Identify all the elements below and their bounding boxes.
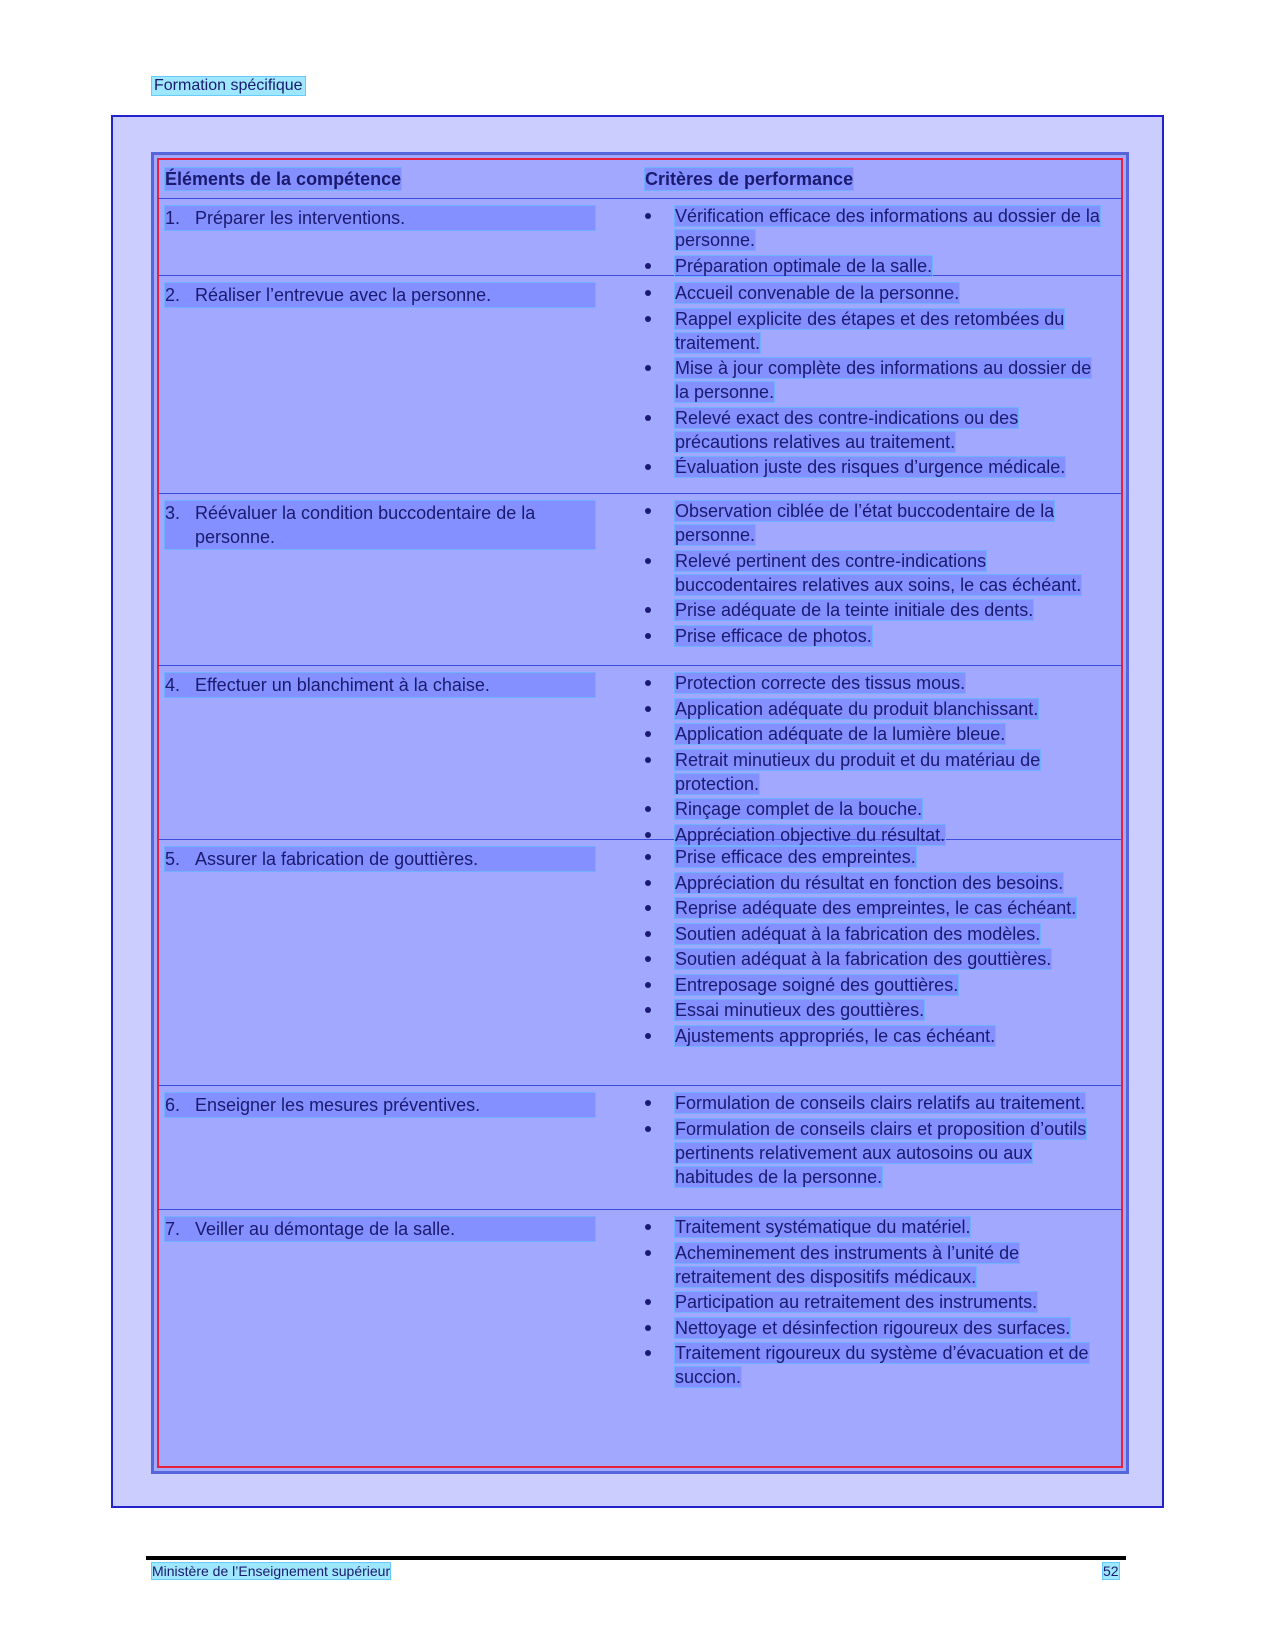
criteria-item: Participation au retraitement des instruments.: [645, 1290, 1105, 1314]
criteria-item: Mise à jour complète des informations au dossier de la personne.: [645, 356, 1105, 404]
bullet-icon: [645, 1126, 651, 1132]
table-row: [159, 198, 1121, 276]
criteria-item: Vérification efficace des informations au dossier de la personne.: [645, 204, 1105, 252]
element-cell: [165, 501, 595, 549]
footer-ministry: Ministère de l’Enseignement supérieur: [152, 1563, 391, 1579]
criteria-item: Prise efficace des empreintes.: [645, 845, 1105, 869]
element-cell: [165, 847, 595, 871]
criteria-item: Retrait minutieux du produit et du matériau de protection.: [645, 748, 1105, 796]
criteria-list: [645, 845, 1105, 1049]
element-text: Effectuer un blanchiment à la chaise.: [195, 675, 490, 695]
bullet-icon: [645, 464, 651, 470]
table-row: [159, 1209, 1121, 1465]
bullet-icon: [645, 290, 651, 296]
element-cell: [165, 1093, 595, 1117]
bullet-icon: [645, 1100, 651, 1106]
criteria-list: [645, 204, 1105, 279]
page-header: Formation spécifique: [154, 77, 303, 94]
criteria-item: Rappel explicite des étapes et des retombées du traitement.: [645, 307, 1105, 355]
bullet-icon: [645, 854, 651, 860]
criteria-item: Formulation de conseils clairs et proposition d’outils pertinents relativement aux autosoins ou aux habitudes de la personne.: [645, 1117, 1105, 1189]
bullet-icon: [645, 365, 651, 371]
element-number: 5.: [165, 849, 181, 869]
table-row: [159, 493, 1121, 666]
element-cell: [165, 673, 595, 697]
bullet-icon: [645, 905, 651, 911]
column-header-criteria: Critères de performance: [645, 169, 854, 189]
criteria-item: Soutien adéquat à la fabrication des modèles.: [645, 922, 1105, 946]
element-text: Enseigner les mesures préventives.: [195, 1095, 481, 1115]
element-number: 4.: [165, 675, 181, 695]
criteria-item: Formulation de conseils clairs relatifs au traitement.: [645, 1091, 1105, 1115]
criteria-item: Application adéquate du produit blanchissant.: [645, 697, 1105, 721]
criteria-item: Observation ciblée de l’état buccodentaire de la personne.: [645, 499, 1105, 547]
element-text: Réaliser l’entrevue avec la personne.: [195, 285, 492, 305]
criteria-item: Appréciation du résultat en fonction des besoins.: [645, 871, 1105, 895]
bullet-icon: [645, 1350, 651, 1356]
table-body: [157, 158, 1123, 1468]
element-text: Assurer la fabrication de gouttières.: [195, 849, 479, 869]
column-header-elements: Éléments de la compétence: [165, 169, 402, 189]
competence-table: [151, 152, 1129, 1474]
bullet-icon: [645, 1007, 651, 1013]
criteria-item: Essai minutieux des gouttières.: [645, 998, 1105, 1022]
table-row: [159, 275, 1121, 494]
element-cell: [165, 206, 595, 230]
bullet-icon: [645, 415, 651, 421]
element-text: Veiller au démontage de la salle.: [195, 1219, 456, 1239]
footer-rule: [146, 1556, 1126, 1560]
bullet-icon: [645, 1250, 651, 1256]
bullet-icon: [645, 263, 651, 269]
bullet-icon: [645, 982, 651, 988]
element-number: 3.: [165, 503, 181, 523]
bullet-icon: [645, 757, 651, 763]
bullet-icon: [645, 706, 651, 712]
criteria-item: Préparation optimale de la salle.: [645, 254, 1105, 278]
bullet-icon: [645, 832, 651, 838]
criteria-list: [645, 1091, 1105, 1190]
bullet-icon: [645, 316, 651, 322]
criteria-item: Nettoyage et désinfection rigoureux des surfaces.: [645, 1316, 1105, 1340]
bullet-icon: [645, 880, 651, 886]
table-row: [159, 665, 1121, 845]
bullet-icon: [645, 731, 651, 737]
criteria-item: Évaluation juste des risques d’urgence médicale.: [645, 455, 1105, 479]
element-number: 6.: [165, 1095, 181, 1115]
table-header-row: [159, 160, 1121, 199]
element-cell: [165, 283, 595, 307]
criteria-item: Relevé exact des contre-indications ou des précautions relatives au traitement.: [645, 406, 1105, 454]
element-text: Réévaluer la condition buccodentaire de la personne.: [195, 503, 536, 547]
criteria-item: Appréciation objective du résultat.: [645, 823, 1105, 847]
bullet-icon: [645, 680, 651, 686]
criteria-item: Accueil convenable de la personne.: [645, 281, 1105, 305]
criteria-item: Ajustements appropriés, le cas échéant.: [645, 1024, 1105, 1048]
criteria-item: Entreposage soigné des gouttières.: [645, 973, 1105, 997]
criteria-item: Traitement systématique du matériel.: [645, 1215, 1105, 1239]
bullet-icon: [645, 1299, 651, 1305]
page-number: 52: [1103, 1563, 1119, 1579]
element-cell: [165, 1217, 595, 1241]
criteria-list: [645, 281, 1105, 481]
bullet-icon: [645, 607, 651, 613]
criteria-item: Soutien adéquat à la fabrication des gouttières.: [645, 947, 1105, 971]
criteria-list: [645, 499, 1105, 649]
element-number: 2.: [165, 285, 181, 305]
element-number: 7.: [165, 1219, 181, 1239]
bullet-icon: [645, 1033, 651, 1039]
criteria-list: [645, 671, 1105, 848]
criteria-item: Prise efficace de photos.: [645, 624, 1105, 648]
bullet-icon: [645, 806, 651, 812]
criteria-item: Protection correcte des tissus mous.: [645, 671, 1105, 695]
bullet-icon: [645, 931, 651, 937]
element-text: Préparer les interventions.: [195, 208, 406, 228]
bullet-icon: [645, 508, 651, 514]
criteria-item: Relevé pertinent des contre-indications buccodentaires relatives aux soins, le cas échéant.: [645, 549, 1105, 597]
bullet-icon: [645, 558, 651, 564]
table-row: [159, 839, 1121, 1086]
bullet-icon: [645, 633, 651, 639]
criteria-item: Rinçage complet de la bouche.: [645, 797, 1105, 821]
bullet-icon: [645, 1325, 651, 1331]
criteria-list: [645, 1215, 1105, 1391]
element-number: 1.: [165, 208, 181, 228]
bullet-icon: [645, 213, 651, 219]
criteria-item: Prise adéquate de la teinte initiale des dents.: [645, 598, 1105, 622]
criteria-item: Reprise adéquate des empreintes, le cas échéant.: [645, 896, 1105, 920]
criteria-item: Acheminement des instruments à l’unité de retraitement des dispositifs médicaux.: [645, 1241, 1105, 1289]
criteria-item: Application adéquate de la lumière bleue.: [645, 722, 1105, 746]
bullet-icon: [645, 956, 651, 962]
table-row: [159, 1085, 1121, 1210]
criteria-item: Traitement rigoureux du système d’évacuation et de succion.: [645, 1341, 1105, 1389]
bullet-icon: [645, 1224, 651, 1230]
